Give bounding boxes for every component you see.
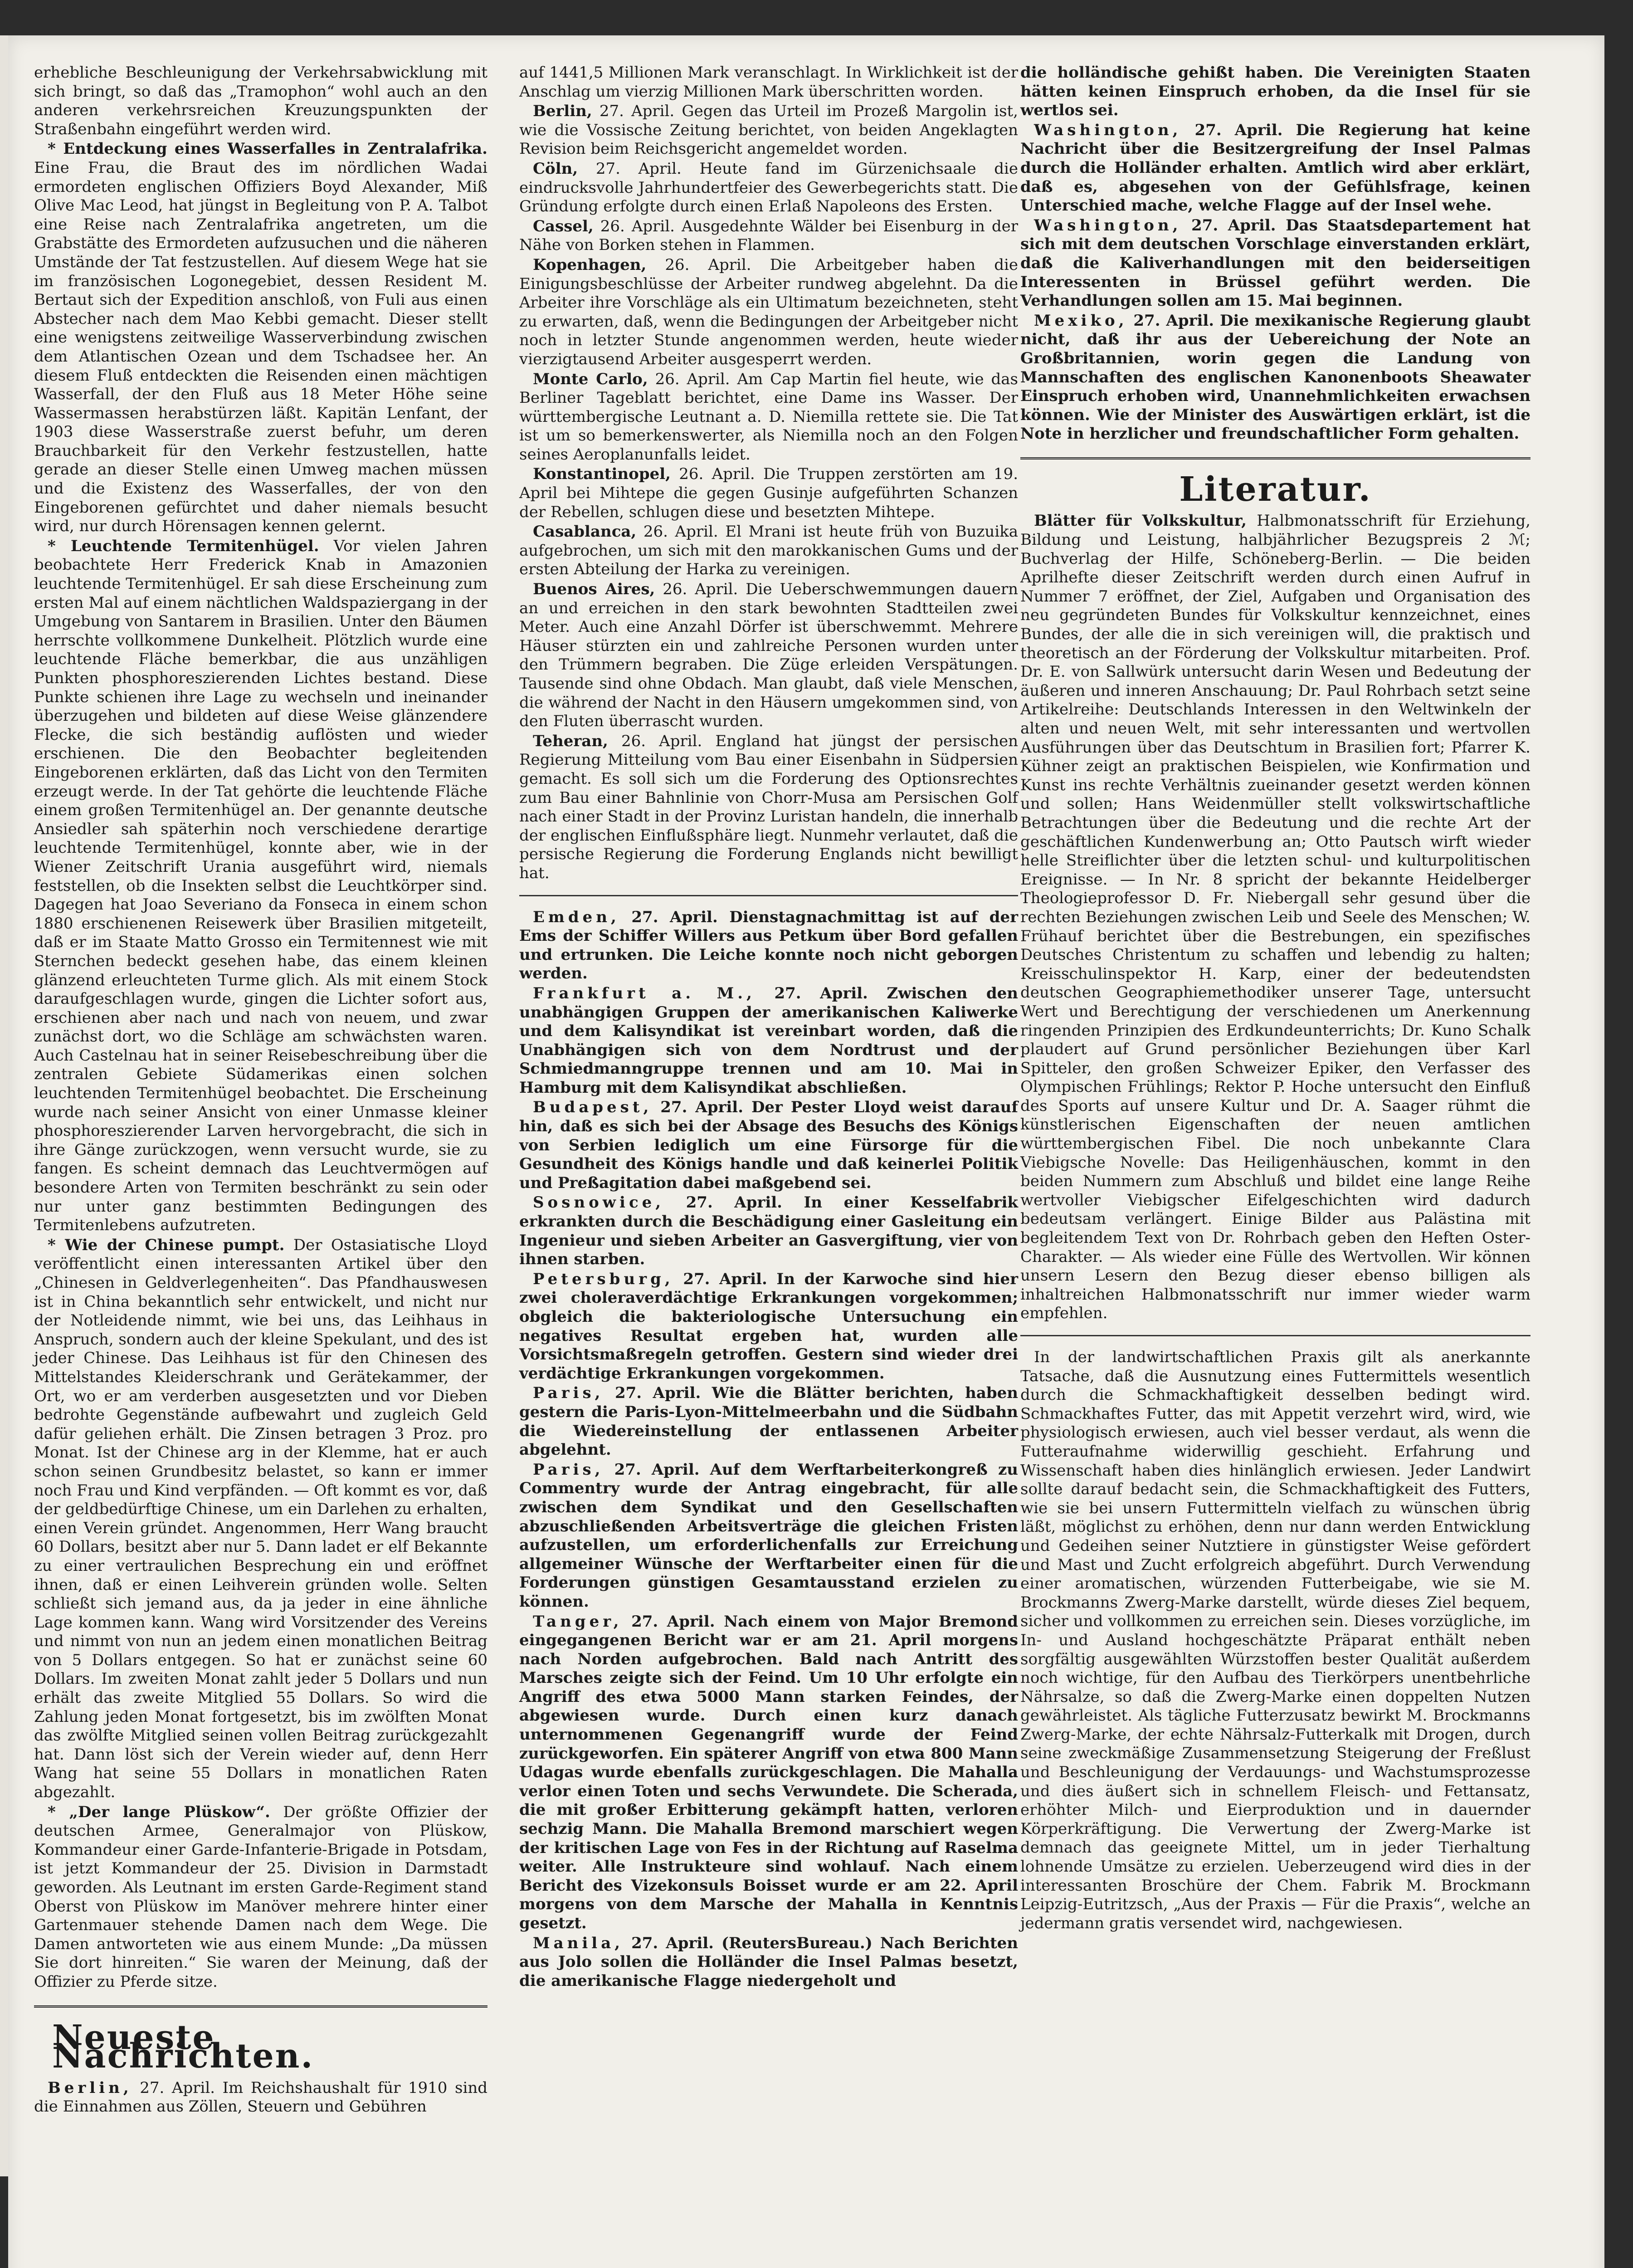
- advertisement-text: In der landwirtschaftlichen Praxis gilt als anerkannte Tatsache, daß die Ausnutzung eines Futtermittels wesentlich durch die Schmackhaftigkeit desselben bedingt wird. Schmackhaftes Futter, das mit Appetit verzehrt wird, wird, wie physiologisch erwiesen, auch viel besser verdaut, als wenn die Futteraufnahme widerwillig geschieht. Erfahrung und Wissenschaft haben dies hinlänglich erwiesen. Jeder Landwirt sollte darauf bedacht sein, die Schmackhaftigkeit des Futters, wie sie bei unsern Futtermitteln vielfach zu wünschen übrig läßt, möglichst zu erhöhen, denn nur dann werden Entwicklung und Gedeihen seiner Nutztiere in günstigster Weise gefördert und Mast und Zucht erfolgreich abgeführt. Durch Verwendung einer aromatischen, würzenden Futterbeigabe, wie sie M. Brockmanns Zwerg-Marke darstellt, würde dieses Ziel bequem, sicher und vollkommen zu erreichen sein. Dieses vorzügliche, im In- und Ausland hochgeschätzte Präparat enthält neben sorgfältig ausgewählten Würzstoffen bester Qualität außerdem noch wichtige, für den Aufbau des Tierkörpers unentbehrliche Nährsalze, so daß die Zwerg-Marke einen doppelten Nutzen gewährleistet. Als tägliche Futterzusatz bewirkt M. Brockmanns Zwerg-Marke, der echte Nährsalz-Futterkalk mit Drogen, durch seine zweckmäßige Zusammensetzung Steigerung der Freßlust und Beschleunigung der Verdauungs- und Wachstumsprozesse und dies äußert sich in schnellem Fleisch- und Fettansatz, erhöhter Milch- und Eierproduktion und in dauernder Körperkräftigung. Die Verwertung der Zwerg-Marke ist demnach das geeignete Mittel, um in jeder Tierhaltung lohnende Umsätze zu erzielen. Ueberzeugend wird dies in der interessanten Broschüre der Chem. Fabrik M. Brockmann Leipzig-Eutritzsch, „Aus der Praxis — Für die Praxis“, welche an jedermann gratis versendet wird, nachgewiesen.: [1020, 1348, 1531, 1932]
- dateline-place: Washington,: [1034, 216, 1182, 235]
- dateline-place: Cassel,: [533, 217, 594, 235]
- news-item: [1020, 312, 1531, 444]
- news-text: 26. April. Ausgedehnte Wälder bei Eisenburg in der Nähe von Borken stehen in Flammen.: [519, 217, 1018, 254]
- review-title: Blätter für Volkskultur,: [1034, 512, 1247, 530]
- article-heading: * „Der lange Plüskow“.: [48, 1803, 270, 1821]
- article-heading: * Entdeckung eines Wasserfalles in Zentralafrika.: [48, 140, 487, 158]
- section-divider: [1020, 457, 1531, 459]
- news-text: 27. April. In einer Kesselfabrik erkrankten durch die Beschädigung einer Gasleitung ein Ingenieur und sieben Arbeiter an Gasvergiftung, vier von ihnen starben.: [519, 1193, 1018, 1269]
- dateline-place: Paris,: [533, 1384, 604, 1403]
- article-wasserfall: [34, 140, 487, 536]
- news-text: 26. April. El Mrani ist heute früh von Buzuika aufgebrochen, um sich mit den marokkanischen Gums und der ersten Abteilung der Harka zu vereinigen.: [519, 523, 1019, 579]
- dateline-place: Monte Carlo,: [533, 370, 648, 388]
- dateline-place: Berlin,: [48, 2078, 132, 2097]
- news-item: [519, 984, 1018, 1098]
- news-text: 27. April. Die Regierung hat keine Nachricht über die Besitzergreifung der Insel Palmas durch die Holländer erhalten. Amtlich wird aber erklärt, daß es, abgesehen von der Gefühlsfrage, keinen Unterschied mache, welche Flagge auf der Insel wehe.: [1020, 121, 1531, 215]
- article-text: Der größte Offizier der deutschen Armee, Generalmajor von Plüskow, Kommandeur einer Garde-Infanterie-Brigade in Potsdam, ist jetzt Kommandeur der 25. Division in Darmstadt geworden. Als Leutnant im ersten Garde-Regiment stand Oberst von Plüskow im Manöver mehrere hinter einer Gartenmauer stehende Damen nach dem Wege. Die Damen antworteten wie aus einem Munde: „Da müssen Sie dort hinreiten.“ Sie waren der Meinung, daß der Offizier zu Pferde sitze.: [34, 1803, 487, 1991]
- news-text: 27. April. Die mexikanische Regierung glaubt nicht, daß ihr aus der Uebereichung der Note an Großbritannien, worin gegen die Landung von Mannschaften des englischen Kanonenboots Sheawater Einspruch erhoben wird, Unannehmlichkeiten erwachsen können. Wie der Minister des Auswärtigen erklärt, ist die Note in herzlicher und freundschaftlicher Form gehalten.: [1020, 311, 1531, 443]
- article-text: Eine Frau, die Braut des im nördlichen Wadai ermordeten englischen Offiziers Boyd Alexander, Miß Olive Mac Leod, hat jüngst in Begleitung von P. A. Talbot eine Reise nach Zentralafrika angetreten, um die Grabstätte des Ermordeten aufzusuchen und die näheren Umstände der Tat festzustellen. Auf diesem Wege hat sie im französischen Logonegebiet, dessen Resident M. Bertaut sich der Expedition anschloß, von Fuli aus einen Abstecher nach dem Mao Kebbi gemacht. Dieser stellt eine wenigstens zeitweilige Wasserverbindung zwischen dem Atlantischen Ozean und dem Tschadsee her. An diesem Fluß entdeckten die Reisenden einen mächtigen Wasserfall, der den Fluß aus 18 Meter Höhe seine Wassermassen herabstürzen läßt. Kapitän Lenfant, der 1903 diese Wasserstraße zuerst befuhr, um deren Brauchbarkeit für den Verkehr festzustellen, hatte gerade an dieser Stelle einen Umweg machen müssen und die Existenz des Wasserfalles, der von den Eingeborenen gefürchtet und daher niemals besucht wird, nur durch Hörensagen kennen gelernt.: [34, 158, 487, 536]
- dateline-place: Buenos Aires,: [533, 580, 655, 599]
- dateline-place: Paris,: [533, 1460, 604, 1479]
- news-text: 26. April. Die Truppen zerstörten am 19. April bei Mihtepe die gegen Gusinje aufgeführten Schanzen der Rebellen, schlugen diese und besetzten Mihtepe.: [519, 465, 1019, 521]
- dateline-place: Tanger,: [533, 1612, 623, 1631]
- section-divider: [1020, 1335, 1531, 1336]
- dateline-place: Cöln,: [533, 159, 578, 178]
- telegram-list: [519, 908, 1018, 1991]
- news-item: [519, 1934, 1018, 1991]
- news-item: [519, 732, 1018, 883]
- news-item: [519, 1270, 1018, 1383]
- news-item: [519, 1098, 1018, 1193]
- news-item: [519, 217, 1018, 255]
- news-item: [1020, 216, 1531, 311]
- news-text: 27. April. Gegen das Urteil im Prozeß Margolin ist, wie die Vossische Zeitung berichtet, von beiden Angeklagten Revision beim Reichsgericht angemeldet worden.: [519, 102, 1018, 158]
- news-item: [519, 102, 1018, 159]
- news-item: [519, 908, 1018, 983]
- article-termiten: [34, 537, 487, 1235]
- news-text: 27. April. Auf dem Werftarbeiterkongreß zu Commentry wurde der Antrag eingebracht, für alle zwischen dem Syndikat und den Gesellschaften abzuschließenden Arbeitsverträge die gleichen Fristen aufzustellen, um erforderlichenfalls zur Erreichung allgemeiner Wünsche der Werftarbeiter einen für die Forderungen günstigen Gesamtausstand erzielen zu können.: [519, 1460, 1018, 1611]
- article-heading: * Wie der Chinese pumpt.: [48, 1236, 285, 1254]
- news-text: 27. April. Im Reichshaushalt für 1910 sind die Einnahmen aus Zöllen, Steuern und Gebühren: [34, 2078, 487, 2116]
- news-text: 27. April. Nach einem von Major Bremond eingegangenen Bericht war er am 21. April morgens nach Norden aufgebrochen. Bald nach Antritt des Marsches zeigte sich der Feind. Um 10 Uhr erfolgte ein Angriff des etwa 5000 Mann starken Feindes, der abgewiesen wurde. Durch einen kurz danach unternommenen Gegenangriff wurde der Feind zurückgeworfen. Ein späterer Angriff von etwa 800 Mann Udagas wurde ebenfalls zurückgeschlagen. Die Mahalla verlor einen Toten und sechs Verwundete. Die Scherada, die mit großer Erbitterung gekämpft hatten, verloren sechzig Mann. Die Mahalla Bremond marschiert wegen der kritischen Lage von Fes in der Richtung auf Raselma weiter. Alle Instrukteure sind wohlauf. Nach einem Bericht des Vizekonsuls Boisset wurde er am 22. April morgens von dem Marsche der Mahalla in Kenntnis gesetzt.: [519, 1612, 1018, 1932]
- column-middle: [519, 64, 1018, 1991]
- news-text: 26. April. Die Ueberschwemmungen dauern an und erreichen in den stark bewohnten Stadtteilen zwei Meter. Auch eine Anzahl Dörfer ist überschwemmt. Mehrere Häuser stürzten ein und zahlreiche Personen wurden unter den Trümmern begraben. Die Züge erleiden Verspätungen. Tausende sind ohne Obdach. Man glaubt, daß viele Menschen, die während der Nacht in den Häusern umgekommen sind, von den Fluten überrascht wurden.: [519, 580, 1018, 731]
- article-chinese: [34, 1236, 487, 1802]
- news-item: [519, 1613, 1018, 1933]
- article-text: Vor vielen Jahren beobachtete Herr Frederick Knab in Amazonien leuchtende Termitenhügel. Er sah diese Erscheinung zum ersten Mal auf einem nächtlichen Waldspaziergang in der Umgebung von Santarem in Brasilien. Unter den Bäumen herrschte vollkommene Dunkelheit. Plötzlich wurde eine leuchtende Fläche bemerkbar, die aus unzähligen Punkten phosphoreszierenden Lichtes bestand. Diese Punkte schienen ihre Lage zu wechseln und ineinander überzugehen und bildeten auf diese Weise glänzendere Flecke, die sich beständig auflösten und wieder erschienen. Die den Beobachter begleitenden Eingeborenen erklärten, daß das Licht von den Termiten erzeugt werde. In der Tat gehörte die leuchtende Fläche einem großen Termitenhügel an. Der genannte deutsche Ansiedler sah späterhin noch verschiedene derartige leuchtende Termitenhügel, konnte aber, wie in der Wiener Zeitschrift Urania ausgeführt wird, niemals feststellen, ob die Insekten selbst die Leuchtkörper sind. Dagegen hat Joao Severiano da Fonseca in einem schon 1880 erschienenen Reisewerk über Brasilien mitgeteilt, daß er im Staate Matto Grosso ein Termitennest wie mit Sternchen bedeckt gesehen habe, das einem kleinen glänzend erleuchteten Turme glich. Als mit einem Stock daraufgeschlagen wurde, gingen die Lichter sofort aus, erschienen aber nach und nach von neuem, und zwar zunächst dort, wo die Schläge am schwächsten waren. Auch Castelnau hat in seiner Reisebeschreibung über die zentralen Gebiete Südamerikas einen solchen leuchtenden Termitenhügel beobachtet. Die Erscheinung wurde nach seiner Ansicht von einer Unmasse kleiner phosphoreszierender Larven hervorgebracht, die sich in ihre Gänge zurückzogen, wenn versucht wurde, sie zu fangen. Es scheint demnach das Leuchtvermögen auf besondere Arten von Termiten beschränkt zu sein oder nur unter ganz bestimmten Bedingungen des Termitenlebens aufzutreten.: [34, 537, 488, 1235]
- dateline-place: Casablanca,: [533, 523, 637, 541]
- news-list: [519, 102, 1018, 883]
- news-item: [519, 370, 1018, 464]
- article-plueskow: [34, 1803, 487, 1992]
- dateline-place: Frankfurt a. M.,: [533, 984, 756, 1002]
- news-text: 26. April. Die Arbeitgeber haben die Einigungsbeschlüsse der Arbeiter rundweg abgelehnt. Da die Arbeiter ihre Vorschläge als ein Ultimatum bezeichneten, steht zu erwarten, daß, wenn die Bedingungen der Arbeitgeber nicht noch in letzter Stunde angenommen werden, heute wieder vierzigtausend Arbeiter ausgesperrt werden.: [519, 255, 1018, 368]
- news-text: 26. April. England hat jüngst der persischen Regierung Mitteilung vom Bau einer Eisenbahn in Südpersien gemacht. Es soll sich um die Forderung des Optionsrechtes zum Bau einer Bahnlinie von Chorr-Musa am Persischen Golf nach einer Stadt in der Provinz Luristan handeln, die innerhalb der englischen Einflußsphäre liegt. Nunmehr verlautet, daß die persische Regierung die Forderung Englands nicht bewilligt hat.: [519, 732, 1019, 882]
- dateline-place: Kopenhagen,: [533, 255, 647, 274]
- section-divider: [519, 895, 1018, 896]
- dateline-place: Berlin,: [533, 102, 592, 121]
- news-item: [519, 465, 1018, 522]
- news-item: [519, 1384, 1018, 1459]
- article-text: Der Ostasiatische Lloyd veröffentlicht einen interessanten Artikel über den „Chinesen in Geldverlegenheiten“. Das Pfandhauswesen ist in China bekanntlich sehr entwickelt, und nicht nur der Notleidende nimmt, wie bei uns, das Leihhaus in Anspruch, sondern auch der kleine Spekulant, und des ist jeder Chinese. Das Leihhaus ist für den Chinesen des Mittelstandes Kleiderschrank und Gerätekammer, der Ort, wo er am verderben ausgesetzten und vor Dieben bedrohte Gegenstände aufbewahrt und zugleich Geld dafür geliehen erhält. Die Zinsen betragen 3 Proz. pro Monat. Ist der Chinese arg in der Klemme, hat er auch schon seinen Grundbesitz belastet, so kann er immer noch Frau und Kind verpfänden. — Oft kommt es vor, daß der geldbedürftige Chinese, um ein Darlehen zu erhalten, einen Verein gründet. Angenommen, Herr Wang braucht 60 Dollars, besitzt aber nur 5. Dann ladet er elf Bekannte zu einer vertraulichen Besprechung ein und eröffnet ihnen, daß er einen Leihverein gründen wolle. Selten schließt sich jemand aus, da ja jeder in eine ähnliche Lage kommen kann. Wang wird Vorsitzender des Vereins und nimmt von nun an jedem einen monatlichen Beitrag von 5 Dollars entgegen. So hat er zunächst seine 60 Dollars. Im zweiten Monat zahlt jeder 5 Dollars und nun erhält das zweite Mitglied 55 Dollars. So wird die Zahlung jeden Monat fortgesetzt, bis im zwölften Monat das zwölfte Mitglied seinen vollen Beitrag zurückgezahlt hat. Dann löst sich der Verein wieder auf, denn Herr Wang hat seine 55 Dollars in monatlichen Raten abgezahlt.: [34, 1236, 487, 1802]
- dateline-place: Budapest,: [533, 1098, 653, 1117]
- news-text: 26. April. Am Cap Martin fiel heute, wie das Berliner Tageblatt berichtet, eine Dame ins Wasser. Der württembergische Leutnant a. D. Niemilla rettete sie. Die Tat ist um so bemerkenswerter, als Niemilla noch an den Folgen seines Aeroplanunfalls leidet.: [519, 370, 1018, 464]
- section-heading-news: Neueste Nachrichten.: [52, 2018, 314, 2076]
- dateline-place: Petersburg,: [533, 1270, 674, 1288]
- news-text: 27. April. In der Karwoche sind hier zwei choleraverdächtige Erkrankungen vorgekommen; obgleich die bakteriologische Untersuchung ein negatives Resultat ergeben hat, wurden alle Vorsichtsmaßregeln getroffen. Gestern sind wieder drei verdächtige Erkrankungen vorgekommen.: [519, 1270, 1018, 1383]
- dateline-place: Konstantinopel,: [533, 465, 671, 484]
- news-text: 27. April. (ReutersBureau.) Nach Berichten aus Jolo sollen die Holländer die Insel Palmas besetzt, die amerikanische Flagge niedergeholt und: [519, 1934, 1018, 1990]
- article-heading: * Leuchtende Termitenhügel.: [48, 537, 319, 555]
- news-item: [519, 1193, 1018, 1269]
- news-item: [1020, 121, 1531, 215]
- news-item: [519, 160, 1018, 216]
- news-text: 27. April. Zwischen den unabhängigen Gruppen der amerikanischen Kaliwerke und dem Kalisyndikat ist vereinbart worden, daß die Unabhängigen sich von dem Nordtrust und der Schmiedmanngruppe trennen und am 10. Mai in Hamburg mit dem Kalisyndikat abschließen.: [519, 984, 1018, 1097]
- news-item: [519, 523, 1018, 579]
- column-left: [34, 64, 487, 2117]
- column-right: [1020, 64, 1531, 1934]
- paragraph: auf 1441,5 Millionen Mark veranschlagt. In Wirklichkeit ist der Anschlag um vierzig Millionen Mark überschritten worden.: [519, 64, 1018, 101]
- dateline-place: Washington,: [1034, 121, 1182, 139]
- news-text: 27. April. Heute fand im Gürzenichsaale die eindrucksvolle Jahrhundertfeier des Gewerbegerichts statt. Die Gründung erfolgte durch einen Erlaß Napoleons des Ersten.: [519, 159, 1018, 216]
- dateline-place: Emden,: [533, 908, 620, 926]
- dateline-place: Sosnowice,: [533, 1193, 665, 1212]
- paragraph: die holländische gehißt haben. Die Vereinigten Staaten hätten keinen Einspruch erhoben, da die Insel für sie wertlos sei.: [1020, 64, 1531, 120]
- dateline-place: Manila,: [533, 1934, 624, 1952]
- section-heading-literature: Literatur.: [1179, 469, 1372, 509]
- news-item: [34, 2079, 487, 2116]
- dateline-place: Mexiko,: [1034, 311, 1128, 330]
- news-item: [519, 580, 1018, 731]
- news-text: 27. April. Das Staatsdepartement hat sich mit dem deutschen Vorschlage einverstanden erklärt, daß die Kaliverhandlungen mit den beiderseitigen Interessenten in Brüssel geführt werden. Die Verhandlungen sollen am 15. Mai beginnen.: [1020, 216, 1531, 310]
- news-text: 27. April. Wie die Blätter berichten, haben gestern die Paris-Lyon-Mittelmeerbahn und die Südbahn die Wiedereinstellung der entlassenen Arbeiter abgelehnt.: [519, 1384, 1018, 1459]
- literature-review: [1020, 512, 1531, 1323]
- news-item: [519, 1461, 1018, 1612]
- news-text: 27. April. Der Pester Lloyd weist darauf hin, daß es sich bei der Absage des Besuchs des Königs von Serbien lediglich um eine Fürsorge für die Gesundheit des Königs handle und daß keinerlei Politik und Preßagitation dabei maßgebend sei.: [519, 1098, 1018, 1192]
- section-divider: [34, 2005, 487, 2008]
- review-text: Halbmonatsschrift für Erziehung, Bildung und Leistung, halbjährlicher Bezugspreis 2 ℳ; Buchverlag der Hilfe, Schöneberg-Berlin. — Die beiden Aprilhefte dieser Zeitschrift werden durch einen Aufruf in Nummer 7 eröffnet, der Ziel, Aufgaben und Organisation des neu gegründeten Bundes für Volkskultur kennzeichnet, eines Bundes, der alle die in sich vereinigen will, die praktisch und theoretisch an der Förderung der Volkskultur mitarbeiten. Prof. Dr. E. von Sallwürk untersucht darin Wesen und Bedeutung der äußeren und inneren Anschauung; Dr. Paul Rohrbach setzt seine Artikelreihe: Deutschlands Interessen in den Weltwinkeln der alten und neuen Welt, mit sehr interessanten und wertvollen Ausführungen über das Deutschtum in Brasilien fort; Pfarrer K. Kühner zeigt an praktischen Beispielen, wie Konfirmation und Kunst ins rechte Verhältnis zueinander gesetzt werden können und sollen; Hans Weidenmüller stellt volkswirtschaftliche Betrachtungen über die Bedeutung und die rechte Art der geschäftlichen Kundenwerbung an; Otto Pautsch wirft wieder helle Streiflichter über die letzten schul- und kulturpolitischen Ereignisse. — In Nr. 8 spricht der bekannte Heidelberger Theologieprofessor D. Fr. Niebergall sehr gesund über die rechten Beziehungen zwischen Leib und Seele des Menschen; W. Frühauf berichtet über die Bestrebungen, ein spezifisches Deutsches Christentum zu schaffen und lebendig zu halten; Kreisschulinspektor H. Karp, einer der bedeutendsten deutschen Geographiemethodiker unserer Tage, untersucht Wert und Berechtigung der verschiedenen um Anerkennung ringenden Prinzipien des Erdkundeunterrichts; Dr. Kuno Schalk plaudert auf Grund persönlicher Beziehungen über Karl Spitteler, den großen Schweizer Epiker, den Verfasser des Olympischen Frühlings; Rektor P. Hoche untersucht den Einfluß des Sports auf unsere Kultur und Dr. A. Saager rühmt die künstlerischen Eigenschaften der neuen amtlichen württembergischen Fibel. Die noch unbekannte Clara Viebigsche Novelle: Das Heiligenhäuschen, kommt in den beiden Nummern zum Abschluß und bildet eine lange Reihe wertvoller Viebigscher Eifelgeschichten wird dadurch bedeutsam verlängert. Einige Bilder aus Palästina mit begleitendem Text von Dr. Rohrbach geben den Heften Oster-Charakter. — Als wieder eine Fülle des Wertvollen. Wir können unsern Lesern den Bezug dieser ebenso billigen als inhaltreichen Halbmonatsschrift nur immer wieder warm empfehlen.: [1020, 512, 1531, 1323]
- dateline-place: Teheran,: [533, 732, 608, 750]
- paragraph: erhebliche Beschleunigung der Verkehrsabwicklung mit sich bringt, so daß das „Tramophon“ wohl auch an den anderen verkehrsreichen Kreuzungspunkten der Straßenbahn eingeführt werden wird.: [34, 64, 487, 138]
- news-text: 27. April. Dienstagnachmittag ist auf der Ems der Schiffer Willers aus Petkum über Bord gefallen und ertrunken. Die Leiche konnte noch nicht geborgen werden.: [519, 908, 1018, 983]
- news-item: [519, 256, 1018, 369]
